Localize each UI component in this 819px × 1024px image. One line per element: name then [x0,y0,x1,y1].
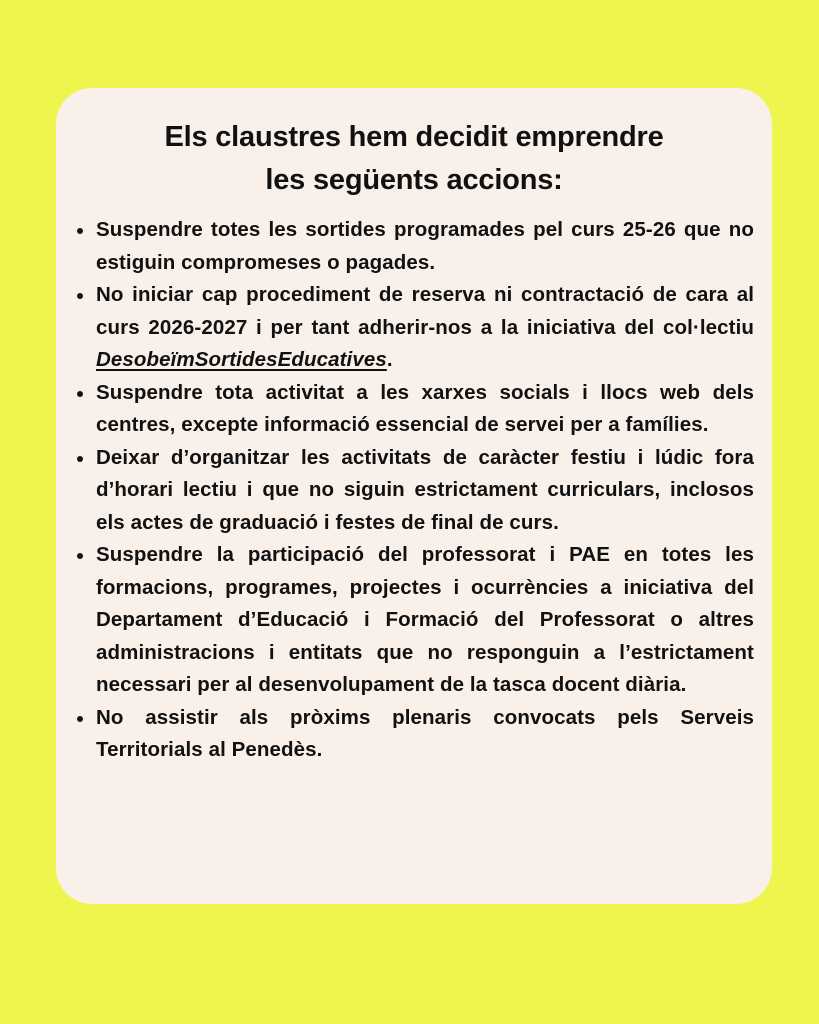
title-line-1: Els claustres hem decidit emprendre [164,121,664,153]
page-title [56,116,772,202]
list-item [96,279,754,377]
bullet-icon [77,456,83,462]
action-text: Suspendre la participació del professorat i PAE en totes les formacions, programes, projectes i ocurrències a iniciativa del Departament d’Educació i Formació del Professorat o altres administracions i entitats que no responguin a l’estrictament necessari per al desenvolupament de la tasca docent diària. [96,543,754,696]
action-text-end: . [386,348,393,371]
list-item [96,442,754,540]
list-item [96,702,754,767]
content-card [56,88,772,904]
list-item [96,539,754,702]
action-text: Suspendre totes les sortides programades pel curs 25-26 que no estiguin compromeses o pagades. [96,218,754,274]
list-item [96,214,754,279]
hashtag-link[interactable]: DesobeïmSortidesEducatives [96,348,387,371]
action-text: No iniciar cap procediment de reserva ni contractació de cara al curs 2026-2027 i per tant adherir-nos a la iniciativa del col·lectiu [96,283,754,339]
bullet-icon [77,391,83,397]
bullet-icon [77,228,83,234]
bullet-icon [77,553,83,559]
bullet-icon [77,716,83,722]
actions-list [96,214,754,767]
action-text: Deixar d’organitzar les activitats de caràcter festiu i lúdic fora d’horari lectiu i que no siguin estrictament curriculars, inclosos els actes de graduació i festes de final de curs. [96,445,754,534]
title-line-2: les següents accions: [265,164,563,196]
action-text: No assistir als pròxims plenaris convocats pels Serveis Territorials al Penedès. [96,705,754,761]
list-item [96,377,754,442]
bullet-icon [77,293,83,299]
action-text: Suspendre tota activitat a les xarxes socials i llocs web dels centres, excepte informació essencial de servei per a famílies. [96,380,754,436]
